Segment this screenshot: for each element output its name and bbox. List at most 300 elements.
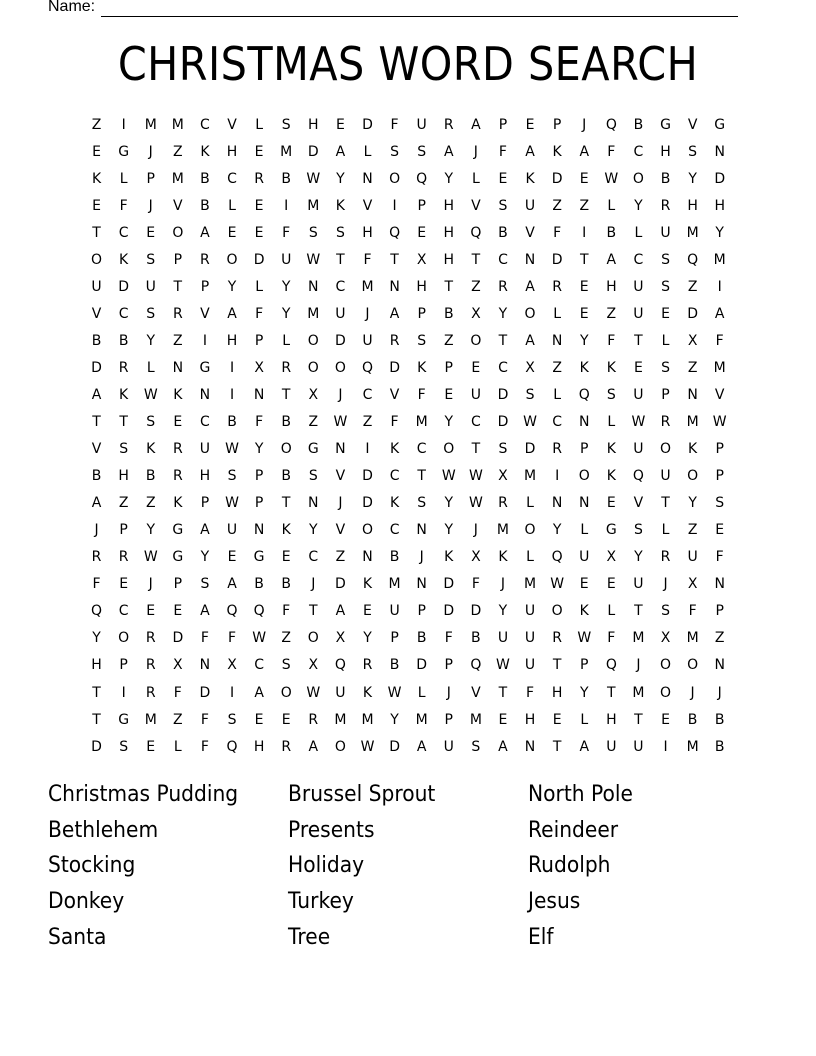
grid-letter[interactable]: Z: [145, 495, 156, 512]
grid-letter[interactable]: D: [497, 386, 509, 403]
grid-letter[interactable]: V: [200, 305, 210, 322]
grid-letter[interactable]: M: [713, 251, 726, 268]
grid-letter[interactable]: Z: [173, 332, 183, 349]
grid-letter[interactable]: S: [227, 711, 237, 728]
grid-letter[interactable]: M: [686, 414, 699, 431]
grid-letter[interactable]: E: [92, 197, 101, 214]
grid-letter[interactable]: I: [229, 359, 235, 376]
grid-letter[interactable]: N: [362, 170, 373, 187]
grid-letter[interactable]: F: [119, 197, 128, 214]
grid-letter[interactable]: Y: [336, 170, 345, 187]
grid-letter[interactable]: I: [284, 197, 289, 214]
grid-letter[interactable]: T: [309, 603, 318, 620]
grid-letter[interactable]: M: [415, 711, 428, 728]
grid-letter[interactable]: M: [632, 630, 645, 647]
grid-letter[interactable]: K: [389, 441, 400, 458]
grid-letter[interactable]: I: [555, 468, 560, 485]
grid-letter[interactable]: C: [200, 116, 210, 133]
grid-letter[interactable]: U: [633, 305, 644, 322]
grid-letter[interactable]: L: [526, 549, 534, 566]
grid-letter[interactable]: D: [362, 495, 373, 512]
grid-letter[interactable]: Y: [309, 522, 318, 539]
grid-letter[interactable]: V: [335, 468, 346, 485]
grid-letter[interactable]: D: [497, 414, 509, 431]
grid-letter[interactable]: P: [254, 332, 264, 349]
grid-letter[interactable]: Z: [173, 143, 183, 160]
grid-letter[interactable]: B: [281, 414, 291, 431]
grid-letter[interactable]: O: [660, 441, 672, 458]
grid-letter[interactable]: A: [308, 738, 319, 755]
grid-letter[interactable]: G: [172, 549, 184, 566]
grid-letter[interactable]: B: [200, 170, 210, 187]
grid-letter[interactable]: N: [308, 278, 319, 295]
grid-letter[interactable]: R: [254, 170, 264, 187]
grid-letter[interactable]: F: [444, 630, 453, 647]
grid-letter[interactable]: R: [498, 495, 508, 512]
grid-letter[interactable]: Y: [634, 197, 643, 214]
grid-letter[interactable]: P: [200, 495, 210, 512]
grid-letter[interactable]: V: [91, 441, 102, 458]
grid-letter[interactable]: R: [281, 738, 292, 755]
grid-letter[interactable]: Y: [688, 495, 697, 512]
grid-letter[interactable]: W: [225, 441, 239, 458]
grid-letter[interactable]: T: [444, 278, 454, 295]
grid-letter[interactable]: P: [417, 603, 426, 620]
grid-letter[interactable]: F: [200, 630, 209, 647]
grid-letter[interactable]: F: [607, 143, 616, 160]
grid-letter[interactable]: X: [687, 332, 698, 349]
grid-letter[interactable]: E: [579, 305, 589, 322]
grid-letter[interactable]: Y: [444, 170, 454, 187]
grid-letter[interactable]: N: [714, 576, 725, 593]
grid-letter[interactable]: Z: [281, 630, 291, 647]
grid-letter[interactable]: G: [118, 143, 130, 160]
grid-letter[interactable]: L: [255, 116, 264, 133]
grid-letter[interactable]: F: [715, 549, 724, 566]
grid-letter[interactable]: K: [417, 359, 427, 376]
grid-letter[interactable]: P: [444, 711, 453, 728]
grid-letter[interactable]: T: [552, 657, 562, 674]
grid-letter[interactable]: S: [633, 522, 643, 539]
grid-letter[interactable]: C: [118, 305, 129, 322]
grid-letter[interactable]: F: [200, 711, 209, 728]
grid-letter[interactable]: J: [473, 522, 478, 539]
grid-letter[interactable]: F: [282, 603, 291, 620]
grid-letter[interactable]: Q: [470, 657, 482, 674]
grid-letter[interactable]: O: [361, 522, 373, 539]
grid-letter[interactable]: P: [715, 468, 724, 485]
grid-letter[interactable]: L: [255, 278, 264, 295]
grid-letter[interactable]: A: [335, 143, 346, 160]
grid-letter[interactable]: I: [229, 684, 235, 701]
grid-letter[interactable]: E: [498, 711, 508, 728]
grid-letter[interactable]: P: [173, 251, 183, 268]
grid-letter[interactable]: R: [172, 441, 183, 458]
grid-letter[interactable]: D: [687, 305, 698, 322]
grid-letter[interactable]: A: [389, 305, 400, 322]
grid-letter[interactable]: Y: [552, 522, 562, 539]
grid-letter[interactable]: A: [91, 495, 102, 512]
grid-letter[interactable]: W: [441, 468, 456, 485]
grid-letter[interactable]: Y: [390, 711, 399, 728]
grid-letter[interactable]: H: [687, 197, 698, 214]
grid-letter[interactable]: Z: [552, 359, 562, 376]
grid-letter[interactable]: B: [416, 630, 427, 647]
grid-letter[interactable]: V: [91, 305, 102, 322]
grid-letter[interactable]: U: [606, 738, 617, 755]
grid-letter[interactable]: V: [227, 116, 237, 133]
grid-letter[interactable]: S: [498, 197, 508, 214]
grid-letter[interactable]: N: [335, 441, 346, 458]
grid-letter[interactable]: O: [524, 522, 536, 539]
grid-letter[interactable]: U: [524, 197, 536, 214]
grid-letter[interactable]: F: [363, 251, 372, 268]
grid-letter[interactable]: O: [551, 603, 563, 620]
grid-letter[interactable]: W: [143, 386, 158, 403]
grid-letter[interactable]: M: [334, 711, 347, 728]
grid-letter[interactable]: R: [118, 359, 129, 376]
grid-letter[interactable]: D: [470, 603, 482, 620]
grid-letter[interactable]: O: [470, 332, 482, 349]
grid-letter[interactable]: B: [200, 197, 210, 214]
grid-letter[interactable]: Z: [118, 495, 129, 512]
grid-letter[interactable]: A: [525, 332, 535, 349]
grid-letter[interactable]: B: [498, 224, 508, 241]
grid-letter[interactable]: Y: [634, 549, 643, 566]
grid-letter[interactable]: F: [173, 684, 182, 701]
grid-letter[interactable]: X: [173, 657, 183, 674]
grid-letter[interactable]: Y: [146, 332, 156, 349]
grid-letter[interactable]: N: [687, 386, 698, 403]
grid-letter[interactable]: O: [660, 657, 672, 674]
grid-letter[interactable]: S: [146, 305, 156, 322]
grid-letter[interactable]: L: [607, 603, 616, 620]
grid-letter[interactable]: E: [661, 305, 670, 322]
grid-letter[interactable]: U: [497, 630, 509, 647]
grid-letter[interactable]: T: [498, 332, 508, 349]
grid-letter[interactable]: N: [524, 251, 536, 268]
grid-letter[interactable]: Z: [714, 630, 725, 647]
grid-letter[interactable]: A: [416, 738, 427, 755]
grid-letter[interactable]: B: [254, 576, 264, 593]
grid-letter[interactable]: E: [471, 359, 481, 376]
grid-letter[interactable]: L: [146, 359, 155, 376]
grid-letter[interactable]: T: [471, 441, 481, 458]
grid-letter[interactable]: A: [335, 603, 346, 620]
grid-letter[interactable]: E: [715, 522, 725, 539]
grid-letter[interactable]: O: [307, 630, 319, 647]
grid-letter[interactable]: M: [388, 576, 401, 593]
grid-letter[interactable]: U: [633, 576, 644, 593]
grid-letter[interactable]: D: [335, 332, 346, 349]
grid-letter[interactable]: L: [580, 711, 589, 728]
grid-letter[interactable]: T: [552, 738, 562, 755]
grid-letter[interactable]: S: [525, 386, 535, 403]
grid-letter[interactable]: U: [660, 224, 671, 241]
grid-letter[interactable]: A: [254, 684, 264, 701]
grid-letter[interactable]: G: [253, 549, 265, 566]
grid-letter[interactable]: Y: [444, 414, 454, 431]
grid-letter[interactable]: P: [417, 197, 426, 214]
grid-letter[interactable]: J: [148, 576, 153, 593]
grid-letter[interactable]: L: [553, 305, 562, 322]
grid-letter[interactable]: X: [308, 386, 319, 403]
grid-letter[interactable]: Z: [173, 711, 183, 728]
grid-letter[interactable]: H: [443, 251, 455, 268]
grid-letter[interactable]: B: [606, 224, 617, 241]
grid-letter[interactable]: K: [525, 170, 535, 187]
grid-letter[interactable]: W: [468, 495, 483, 512]
grid-letter[interactable]: M: [307, 305, 320, 322]
grid-letter[interactable]: L: [282, 332, 291, 349]
grid-letter[interactable]: G: [118, 711, 130, 728]
grid-letter[interactable]: D: [118, 278, 130, 295]
grid-letter[interactable]: N: [578, 495, 590, 512]
grid-letter[interactable]: H: [416, 278, 427, 295]
grid-letter[interactable]: J: [500, 576, 506, 593]
grid-letter[interactable]: F: [255, 414, 264, 431]
grid-letter[interactable]: U: [633, 386, 644, 403]
grid-letter[interactable]: D: [362, 116, 373, 133]
grid-letter[interactable]: Y: [363, 630, 372, 647]
grid-letter[interactable]: P: [119, 522, 128, 539]
grid-letter[interactable]: O: [660, 684, 672, 701]
grid-letter[interactable]: E: [363, 603, 372, 620]
grid-letter[interactable]: Y: [579, 684, 589, 701]
grid-letter[interactable]: X: [254, 359, 264, 376]
grid-letter[interactable]: T: [281, 495, 291, 512]
grid-letter[interactable]: F: [688, 603, 697, 620]
grid-letter[interactable]: E: [525, 116, 535, 133]
grid-letter[interactable]: W: [523, 414, 537, 431]
grid-letter[interactable]: Q: [253, 603, 265, 620]
grid-letter[interactable]: P: [580, 657, 589, 674]
grid-letter[interactable]: U: [443, 738, 454, 755]
grid-letter[interactable]: A: [606, 251, 617, 268]
grid-letter[interactable]: O: [334, 359, 346, 376]
grid-letter[interactable]: B: [471, 630, 481, 647]
grid-letter[interactable]: Y: [444, 495, 454, 512]
grid-letter[interactable]: U: [524, 603, 536, 620]
grid-letter[interactable]: B: [281, 170, 291, 187]
grid-letter[interactable]: T: [281, 386, 291, 403]
grid-letter[interactable]: R: [498, 278, 508, 295]
grid-letter[interactable]: U: [579, 549, 590, 566]
grid-letter[interactable]: I: [717, 278, 722, 295]
grid-letter[interactable]: P: [715, 603, 724, 620]
grid-letter[interactable]: E: [335, 116, 345, 133]
grid-letter[interactable]: R: [118, 549, 129, 566]
grid-letter[interactable]: K: [91, 170, 102, 187]
grid-letter[interactable]: U: [633, 278, 644, 295]
grid-letter[interactable]: B: [389, 549, 400, 566]
grid-letter[interactable]: M: [713, 359, 726, 376]
grid-letter[interactable]: E: [579, 170, 589, 187]
grid-letter[interactable]: U: [470, 386, 481, 403]
grid-letter[interactable]: Q: [361, 359, 373, 376]
grid-letter[interactable]: R: [443, 116, 454, 133]
grid-letter[interactable]: J: [365, 305, 370, 322]
grid-letter[interactable]: B: [91, 468, 102, 485]
grid-letter[interactable]: X: [660, 630, 671, 647]
grid-letter[interactable]: K: [579, 359, 589, 376]
grid-letter[interactable]: Y: [715, 224, 724, 241]
grid-letter[interactable]: F: [92, 576, 101, 593]
grid-letter[interactable]: E: [119, 576, 129, 593]
grid-letter[interactable]: Q: [416, 170, 428, 187]
grid-letter[interactable]: Q: [389, 224, 401, 241]
grid-letter[interactable]: P: [119, 657, 128, 674]
grid-letter[interactable]: Y: [498, 603, 508, 620]
grid-letter[interactable]: C: [254, 657, 264, 674]
grid-letter[interactable]: T: [471, 251, 481, 268]
grid-letter[interactable]: F: [715, 332, 724, 349]
grid-letter[interactable]: B: [91, 332, 102, 349]
grid-letter[interactable]: J: [338, 495, 343, 512]
grid-letter[interactable]: Y: [688, 170, 697, 187]
grid-letter[interactable]: T: [92, 684, 101, 701]
grid-letter[interactable]: B: [389, 657, 400, 674]
grid-letter[interactable]: F: [417, 386, 426, 403]
grid-letter[interactable]: N: [524, 738, 536, 755]
grid-letter[interactable]: S: [146, 414, 156, 431]
grid-letter[interactable]: E: [146, 224, 156, 241]
grid-letter[interactable]: M: [361, 278, 374, 295]
grid-letter[interactable]: Q: [632, 468, 644, 485]
grid-letter[interactable]: X: [606, 549, 617, 566]
grid-letter[interactable]: W: [387, 684, 402, 701]
grid-letter[interactable]: S: [661, 251, 670, 268]
grid-letter[interactable]: C: [633, 251, 644, 268]
grid-letter[interactable]: E: [146, 738, 156, 755]
grid-letter[interactable]: T: [92, 711, 101, 728]
grid-letter[interactable]: I: [121, 684, 126, 701]
grid-letter[interactable]: K: [444, 549, 454, 566]
grid-letter[interactable]: U: [687, 549, 698, 566]
grid-letter[interactable]: P: [200, 278, 210, 295]
grid-letter[interactable]: R: [91, 549, 102, 566]
grid-letter[interactable]: C: [389, 468, 400, 485]
grid-letter[interactable]: Y: [579, 332, 589, 349]
grid-letter[interactable]: W: [306, 684, 321, 701]
grid-letter[interactable]: T: [119, 414, 128, 431]
grid-letter[interactable]: N: [253, 522, 265, 539]
grid-letter[interactable]: U: [226, 522, 238, 539]
grid-letter[interactable]: J: [419, 549, 424, 566]
grid-letter[interactable]: S: [688, 143, 698, 160]
grid-letter[interactable]: Z: [443, 332, 454, 349]
grid-letter[interactable]: Q: [91, 603, 103, 620]
grid-letter[interactable]: O: [632, 170, 644, 187]
grid-letter[interactable]: F: [282, 224, 291, 241]
grid-letter[interactable]: H: [226, 143, 238, 160]
grid-letter[interactable]: M: [307, 197, 320, 214]
grid-letter[interactable]: D: [362, 468, 373, 485]
grid-letter[interactable]: O: [578, 468, 590, 485]
grid-letter[interactable]: J: [636, 657, 641, 674]
grid-letter[interactable]: R: [389, 332, 400, 349]
grid-letter[interactable]: M: [171, 116, 184, 133]
grid-letter[interactable]: F: [390, 116, 399, 133]
grid-letter[interactable]: H: [443, 224, 455, 241]
grid-letter[interactable]: S: [281, 657, 291, 674]
grid-letter[interactable]: U: [335, 684, 346, 701]
grid-letter[interactable]: K: [498, 549, 508, 566]
grid-letter[interactable]: Y: [281, 305, 291, 322]
grid-letter[interactable]: S: [661, 359, 670, 376]
grid-letter[interactable]: W: [333, 414, 348, 431]
grid-letter[interactable]: J: [446, 684, 451, 701]
grid-letter[interactable]: Q: [226, 603, 238, 620]
grid-letter[interactable]: E: [661, 711, 670, 728]
grid-letter[interactable]: N: [253, 386, 265, 403]
grid-letter[interactable]: B: [281, 468, 291, 485]
grid-letter[interactable]: I: [663, 738, 668, 755]
grid-letter[interactable]: H: [226, 332, 238, 349]
grid-letter[interactable]: A: [227, 305, 237, 322]
grid-letter[interactable]: V: [471, 197, 481, 214]
grid-letter[interactable]: X: [335, 630, 346, 647]
grid-letter[interactable]: O: [118, 630, 130, 647]
grid-letter[interactable]: L: [607, 414, 616, 431]
grid-letter[interactable]: H: [714, 197, 725, 214]
grid-letter[interactable]: K: [362, 684, 373, 701]
grid-letter[interactable]: N: [172, 359, 184, 376]
grid-letter[interactable]: S: [417, 495, 427, 512]
grid-letter[interactable]: J: [473, 143, 478, 160]
grid-letter[interactable]: H: [606, 278, 617, 295]
grid-letter[interactable]: A: [525, 278, 535, 295]
grid-letter[interactable]: Z: [579, 197, 590, 214]
grid-letter[interactable]: D: [416, 657, 428, 674]
grid-letter[interactable]: J: [148, 143, 153, 160]
grid-letter[interactable]: L: [553, 386, 562, 403]
grid-letter[interactable]: H: [551, 684, 563, 701]
grid-letter[interactable]: G: [660, 116, 671, 133]
grid-letter[interactable]: V: [714, 386, 725, 403]
grid-letter[interactable]: K: [606, 359, 616, 376]
grid-letter[interactable]: K: [119, 251, 129, 268]
grid-letter[interactable]: Z: [362, 414, 373, 431]
grid-letter[interactable]: I: [365, 441, 370, 458]
grid-letter[interactable]: L: [173, 738, 182, 755]
grid-letter[interactable]: K: [362, 576, 373, 593]
name-blank-line[interactable]: [101, 0, 738, 17]
grid-letter[interactable]: P: [552, 116, 562, 133]
grid-letter[interactable]: R: [552, 278, 562, 295]
grid-letter[interactable]: M: [686, 738, 699, 755]
grid-letter[interactable]: S: [417, 332, 427, 349]
grid-letter[interactable]: R: [145, 630, 156, 647]
grid-letter[interactable]: J: [94, 522, 99, 539]
grid-letter[interactable]: C: [498, 251, 508, 268]
grid-letter[interactable]: T: [634, 711, 643, 728]
grid-letter[interactable]: X: [471, 305, 481, 322]
grid-letter[interactable]: P: [661, 386, 670, 403]
grid-letter[interactable]: N: [714, 143, 725, 160]
grid-letter[interactable]: E: [146, 603, 156, 620]
grid-letter[interactable]: N: [416, 576, 427, 593]
grid-letter[interactable]: G: [714, 116, 726, 133]
grid-letter[interactable]: C: [416, 441, 427, 458]
grid-letter[interactable]: I: [392, 197, 397, 214]
grid-letter[interactable]: S: [281, 116, 291, 133]
grid-letter[interactable]: E: [281, 711, 291, 728]
grid-letter[interactable]: U: [91, 278, 102, 295]
grid-letter[interactable]: V: [173, 197, 183, 214]
grid-letter[interactable]: E: [173, 414, 183, 431]
grid-letter[interactable]: L: [607, 197, 616, 214]
